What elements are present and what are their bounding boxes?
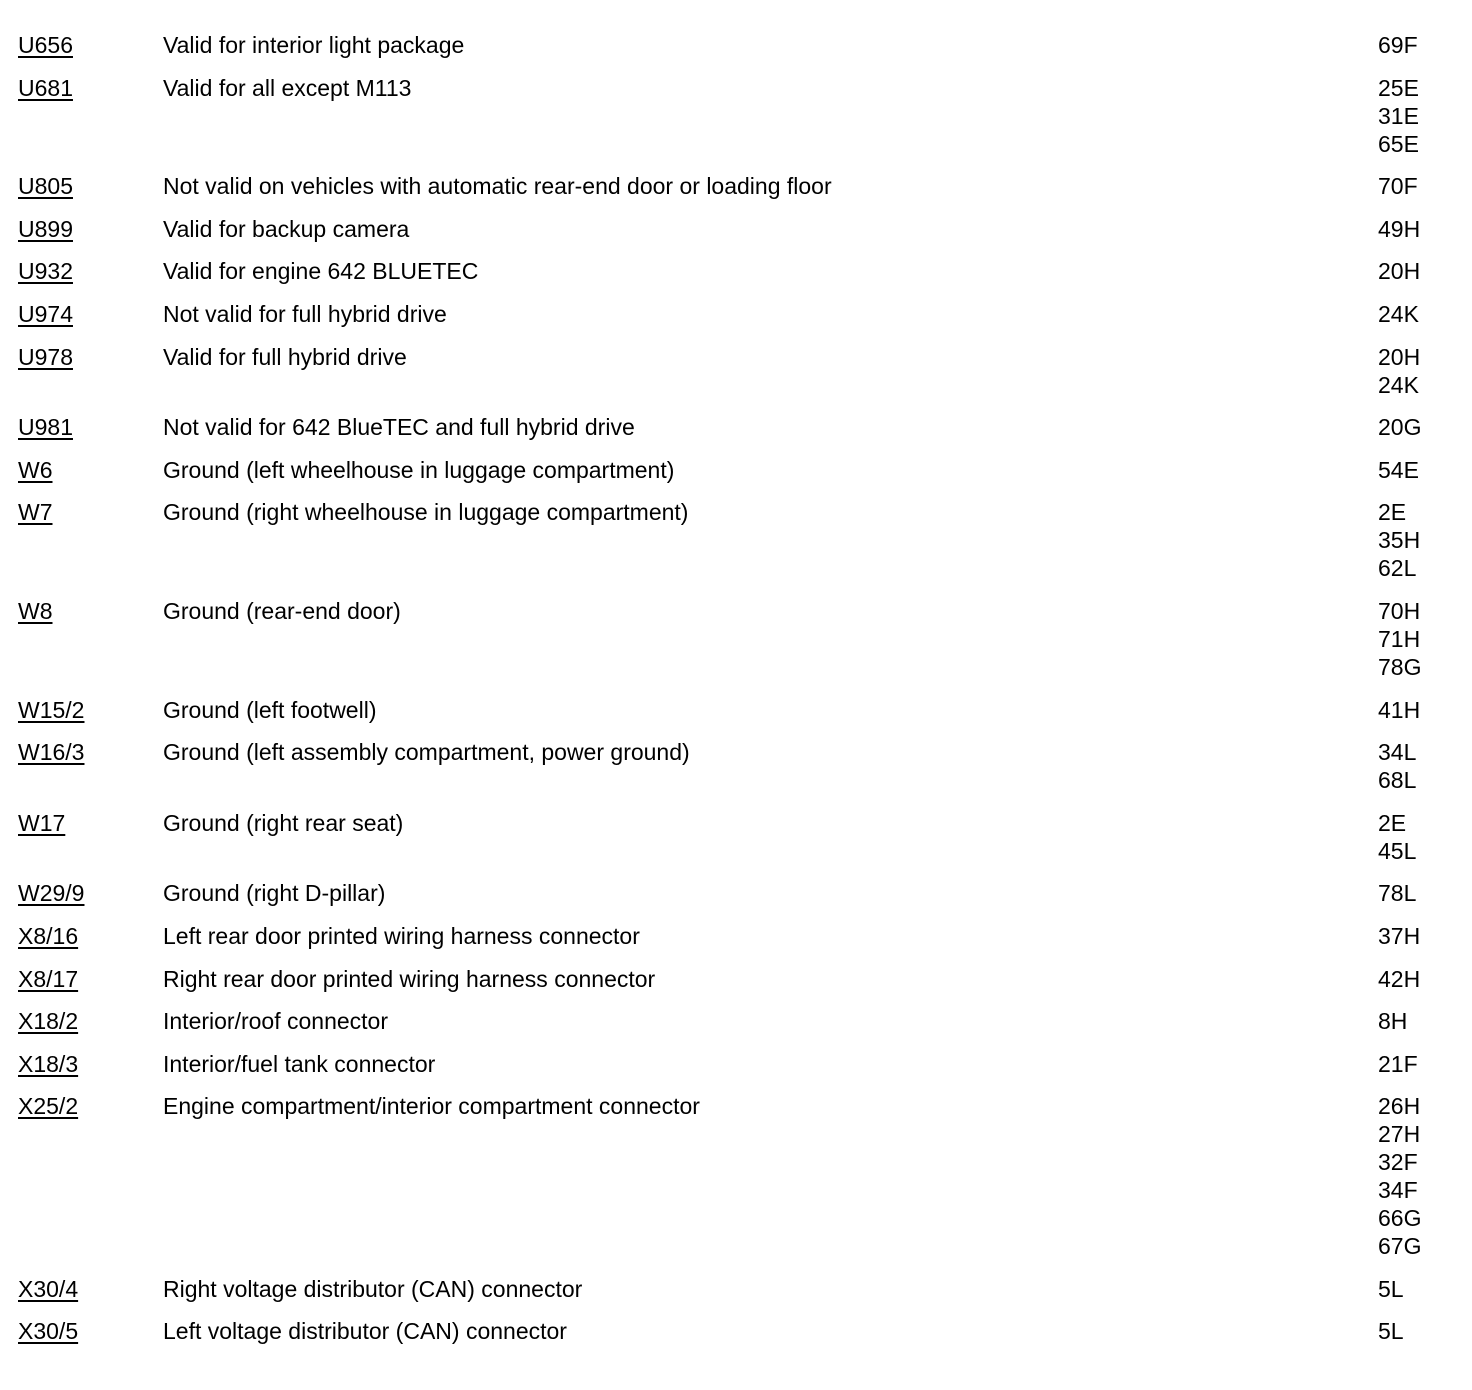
grid-reference: 41H: [1378, 696, 1421, 723]
legend-row: [18, 456, 1458, 484]
component-description: Ground (right wheelhouse in luggage compartment): [163, 499, 689, 526]
grid-reference: 8H: [1378, 1008, 1408, 1035]
component-description: Not valid on vehicles with automatic rear-end door or loading floor: [163, 173, 832, 200]
grid-reference: 54E: [1378, 456, 1419, 483]
component-description: Not valid for full hybrid drive: [163, 300, 447, 327]
legend-row: [18, 74, 1458, 158]
legend-row: [18, 696, 1458, 724]
grid-reference: 37H: [1378, 922, 1421, 949]
grid-reference: 35H: [1378, 527, 1421, 554]
legend-row: [18, 498, 1458, 582]
grid-reference: 25E: [1378, 74, 1419, 101]
component-description: Left voltage distributor (CAN) connector: [163, 1318, 567, 1345]
grid-reference: 62L: [1378, 555, 1417, 582]
grid-reference: 31E: [1378, 102, 1419, 129]
grid-reference: 34L: [1378, 739, 1417, 766]
legend-row: [18, 172, 1458, 200]
component-description: Ground (left wheelhouse in luggage compartment): [163, 456, 675, 483]
component-description: Valid for all except M113: [163, 74, 412, 101]
grid-reference-list: [1378, 597, 1458, 681]
component-description: Interior/fuel tank connector: [163, 1050, 436, 1077]
component-description: Valid for engine 642 BLUETEC: [163, 258, 479, 285]
grid-reference: 70F: [1378, 173, 1418, 200]
legend-row: [18, 1050, 1458, 1078]
component-code-link[interactable]: X30/5: [18, 1318, 79, 1345]
grid-reference-list: [1378, 965, 1458, 993]
grid-reference: 20H: [1378, 258, 1421, 285]
grid-reference-list: [1378, 343, 1458, 399]
grid-reference-list: [1378, 456, 1458, 484]
component-code-link[interactable]: W7: [18, 499, 53, 526]
grid-reference-list: [1378, 257, 1458, 285]
component-code-link[interactable]: U981: [18, 414, 73, 441]
grid-reference: 42H: [1378, 965, 1421, 992]
component-code-link[interactable]: X18/2: [18, 1008, 79, 1035]
grid-reference: 71H: [1378, 625, 1421, 652]
legend-row: [18, 922, 1458, 950]
component-description: Interior/roof connector: [163, 1008, 389, 1035]
grid-reference: 78L: [1378, 880, 1417, 907]
legend-row: [18, 738, 1458, 794]
component-legend-list: [18, 31, 1458, 1360]
grid-reference-list: [1378, 1092, 1458, 1260]
component-code-link[interactable]: U899: [18, 215, 73, 242]
legend-row: [18, 413, 1458, 441]
component-code-link[interactable]: W29/9: [18, 880, 85, 907]
legend-row: [18, 879, 1458, 907]
legend-row: [18, 31, 1458, 59]
grid-reference: 2E: [1378, 499, 1407, 526]
grid-reference: 26H: [1378, 1093, 1421, 1120]
component-description: Ground (right D-pillar): [163, 880, 386, 907]
grid-reference-list: [1378, 498, 1458, 582]
legend-row: [18, 215, 1458, 243]
grid-reference: 67G: [1378, 1233, 1422, 1260]
grid-reference: 5L: [1378, 1275, 1404, 1302]
grid-reference-list: [1378, 300, 1458, 328]
legend-row: [18, 597, 1458, 681]
legend-row: [18, 809, 1458, 865]
grid-reference: 49H: [1378, 215, 1421, 242]
component-code-link[interactable]: W17: [18, 809, 66, 836]
grid-reference: 20G: [1378, 414, 1422, 441]
grid-reference-list: [1378, 879, 1458, 907]
grid-reference: 20H: [1378, 343, 1421, 370]
component-description: Valid for interior light package: [163, 32, 465, 58]
grid-reference: 34F: [1378, 1177, 1418, 1204]
component-code-link[interactable]: W8: [18, 597, 53, 624]
grid-reference-list: [1378, 809, 1458, 865]
grid-reference: 32F: [1378, 1149, 1418, 1176]
legend-row: [18, 1275, 1458, 1303]
grid-reference: 78G: [1378, 653, 1422, 680]
grid-reference-list: [1378, 922, 1458, 950]
component-code-link[interactable]: U974: [18, 300, 73, 327]
legend-row: [18, 1007, 1458, 1035]
component-code-link[interactable]: X8/17: [18, 965, 79, 992]
component-description: Right rear door printed wiring harness connector: [163, 965, 656, 992]
grid-reference: 68L: [1378, 767, 1417, 794]
component-description: Ground (left footwell): [163, 696, 377, 723]
component-code-link[interactable]: U978: [18, 343, 73, 370]
grid-reference-list: [1378, 31, 1458, 59]
component-description: Ground (left assembly compartment, power ground): [163, 739, 690, 766]
legend-row: [18, 257, 1458, 285]
component-description: Left rear door printed wiring harness connector: [163, 922, 640, 949]
component-code-link[interactable]: U805: [18, 173, 73, 200]
component-code-link[interactable]: U932: [18, 258, 73, 285]
grid-reference-list: [1378, 413, 1458, 441]
grid-reference: 65E: [1378, 130, 1419, 157]
grid-reference-list: [1378, 74, 1458, 158]
component-description: Ground (rear-end door): [163, 597, 401, 624]
grid-reference: 66G: [1378, 1205, 1422, 1232]
grid-reference-list: [1378, 172, 1458, 200]
component-description: Engine compartment/interior compartment connector: [163, 1093, 700, 1120]
grid-reference: 24K: [1378, 300, 1419, 327]
legend-row: [18, 1317, 1458, 1345]
grid-reference: 24K: [1378, 371, 1419, 398]
grid-reference: 70H: [1378, 597, 1421, 624]
grid-reference: 5L: [1378, 1318, 1404, 1345]
component-code-link[interactable]: X18/3: [18, 1050, 79, 1077]
legend-row: [18, 300, 1458, 328]
component-code-link[interactable]: X25/2: [18, 1093, 79, 1120]
grid-reference-list: [1378, 1007, 1458, 1035]
legend-row: [18, 1092, 1458, 1260]
component-code-link[interactable]: W6: [18, 456, 53, 483]
grid-reference: 21F: [1378, 1050, 1418, 1077]
grid-reference-list: [1378, 696, 1458, 724]
component-description: Ground (right rear seat): [163, 809, 404, 836]
component-code-link[interactable]: X8/16: [18, 922, 79, 949]
grid-reference-list: [1378, 738, 1458, 794]
legend-row: [18, 965, 1458, 993]
component-description: Valid for backup camera: [163, 215, 410, 242]
grid-reference-list: [1378, 1275, 1458, 1303]
component-code-link[interactable]: W15/2: [18, 696, 85, 723]
component-code-link[interactable]: U681: [18, 74, 73, 101]
component-code-link[interactable]: W16/3: [18, 739, 85, 766]
component-code-link[interactable]: X30/4: [18, 1275, 79, 1302]
legend-row: [18, 343, 1458, 399]
component-description: Valid for full hybrid drive: [163, 343, 407, 370]
grid-reference: 2E: [1378, 809, 1407, 836]
component-description: Right voltage distributor (CAN) connector: [163, 1275, 583, 1302]
grid-reference-list: [1378, 1317, 1458, 1345]
grid-reference-list: [1378, 1050, 1458, 1078]
grid-reference: 45L: [1378, 837, 1417, 864]
component-code-link[interactable]: U656: [18, 32, 73, 58]
grid-reference: 69F: [1378, 32, 1418, 58]
component-description: Not valid for 642 BlueTEC and full hybrid drive: [163, 414, 635, 441]
grid-reference-list: [1378, 215, 1458, 243]
grid-reference: 27H: [1378, 1121, 1421, 1148]
